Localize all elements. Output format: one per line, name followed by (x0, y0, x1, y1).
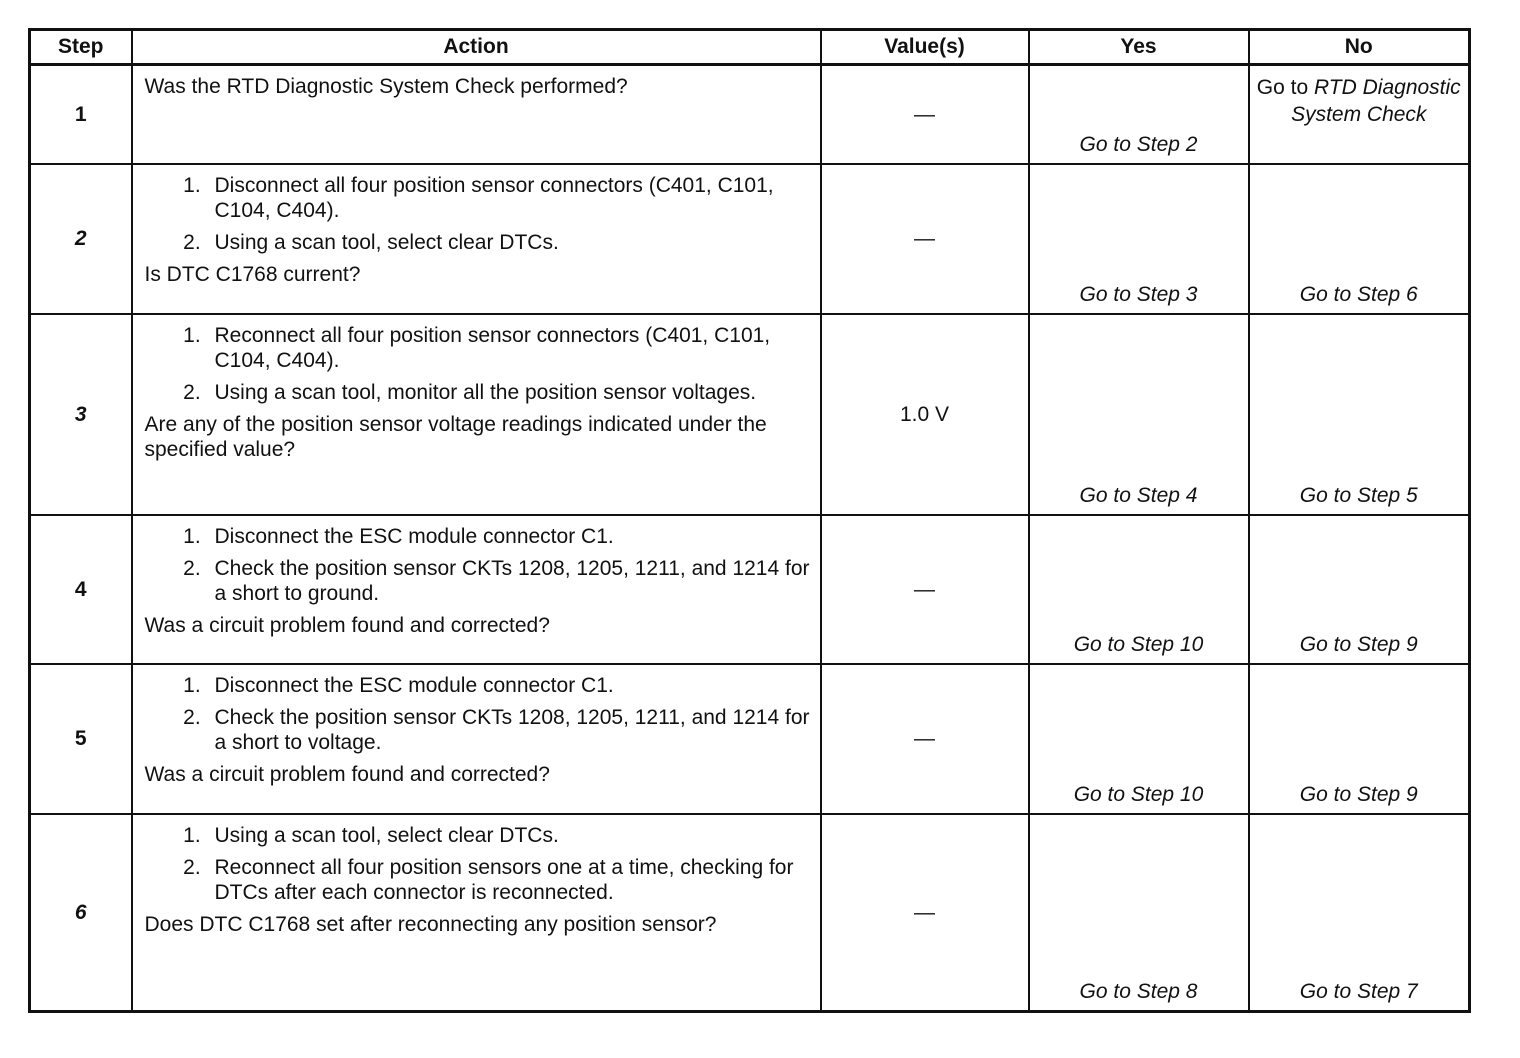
step-number: 6 (30, 814, 132, 1012)
action-question: Are any of the position sensor voltage readings indicated under the specified value? (144, 412, 767, 461)
no-prefix: Go to (1256, 76, 1309, 99)
no-cell: Go to Step 6 (1249, 164, 1470, 314)
step-number: 4 (30, 515, 132, 664)
action-steps (145, 823, 810, 905)
action-cell (132, 314, 821, 515)
step-number: 1 (30, 65, 132, 164)
table-row (30, 164, 1470, 314)
table-row (30, 65, 1470, 164)
no-cell: Go to Step 7 (1249, 814, 1470, 1012)
action-step: 2. Using a scan tool, monitor all the position sensor voltages. (207, 380, 810, 405)
value-cell: — (821, 65, 1029, 164)
action-step: 1. Using a scan tool, select clear DTCs. (207, 823, 810, 848)
action-step: 1. Disconnect the ESC module connector C1. (207, 524, 810, 549)
action-steps (145, 673, 810, 755)
value-cell: — (821, 664, 1029, 814)
step-number: 3 (30, 314, 132, 515)
value-cell: — (821, 814, 1029, 1012)
header-step: Step (30, 30, 132, 65)
action-question: Was the RTD Diagnostic System Check performed? (144, 75, 628, 98)
step-number: 2 (30, 164, 132, 314)
action-cell (132, 515, 821, 664)
action-step: 2. Reconnect all four position sensors one at a time, checking for DTCs after each connector is reconnected. (207, 855, 810, 905)
action-question: Does DTC C1768 set after reconnecting any position sensor? (144, 912, 717, 936)
action-question: Was a circuit problem found and corrected? (144, 613, 550, 637)
value-cell: — (821, 515, 1029, 664)
header-values: Value(s) (821, 30, 1029, 65)
yes-cell: Go to Step 4 (1029, 314, 1249, 515)
table-row (30, 814, 1470, 1012)
action-cell (132, 164, 821, 314)
action-steps (145, 524, 810, 606)
action-step: 1. Disconnect the ESC module connector C1. (207, 673, 810, 698)
action-cell (132, 664, 821, 814)
no-cell: Go to Step 9 (1249, 664, 1470, 814)
value-cell: — (821, 164, 1029, 314)
action-cell (132, 65, 821, 164)
table-row (30, 314, 1470, 515)
table-row (30, 664, 1470, 814)
diagnostic-table (28, 28, 1471, 1013)
yes-cell: Go to Step 10 (1029, 515, 1249, 664)
header-yes: Yes (1029, 30, 1249, 65)
action-step: 2. Check the position sensor CKTs 1208, 1205, 1211, and 1214 for a short to voltage. (207, 705, 810, 755)
action-steps (145, 323, 810, 405)
action-step: 1. Disconnect all four position sensor connectors (C401, C101, C104, C404). (207, 173, 810, 223)
header-row (30, 30, 1470, 65)
header-action: Action (132, 30, 821, 65)
yes-cell: Go to Step 3 (1029, 164, 1249, 314)
no-cell: Go to Step 5 (1249, 314, 1470, 515)
value-cell: 1.0 V (821, 314, 1029, 515)
yes-cell: Go to Step 8 (1029, 814, 1249, 1012)
action-question: Is DTC C1768 current? (144, 262, 361, 286)
action-step: 2. Check the position sensor CKTs 1208, 1205, 1211, and 1214 for a short to ground. (207, 556, 810, 606)
action-question: Was a circuit problem found and corrected? (144, 762, 550, 786)
action-step: 1. Reconnect all four position sensor connectors (C401, C101, C104, C404). (207, 323, 810, 373)
header-no: No (1249, 30, 1470, 65)
table-row (30, 515, 1470, 664)
no-cell (1249, 65, 1470, 164)
no-link: RTD Diagnostic System Check (1291, 76, 1461, 126)
step-number: 5 (30, 664, 132, 814)
action-steps (145, 173, 810, 255)
yes-cell: Go to Step 2 (1029, 65, 1249, 164)
action-cell (132, 814, 821, 1012)
action-step: 2. Using a scan tool, select clear DTCs. (207, 230, 810, 255)
yes-cell: Go to Step 10 (1029, 664, 1249, 814)
no-cell: Go to Step 9 (1249, 515, 1470, 664)
